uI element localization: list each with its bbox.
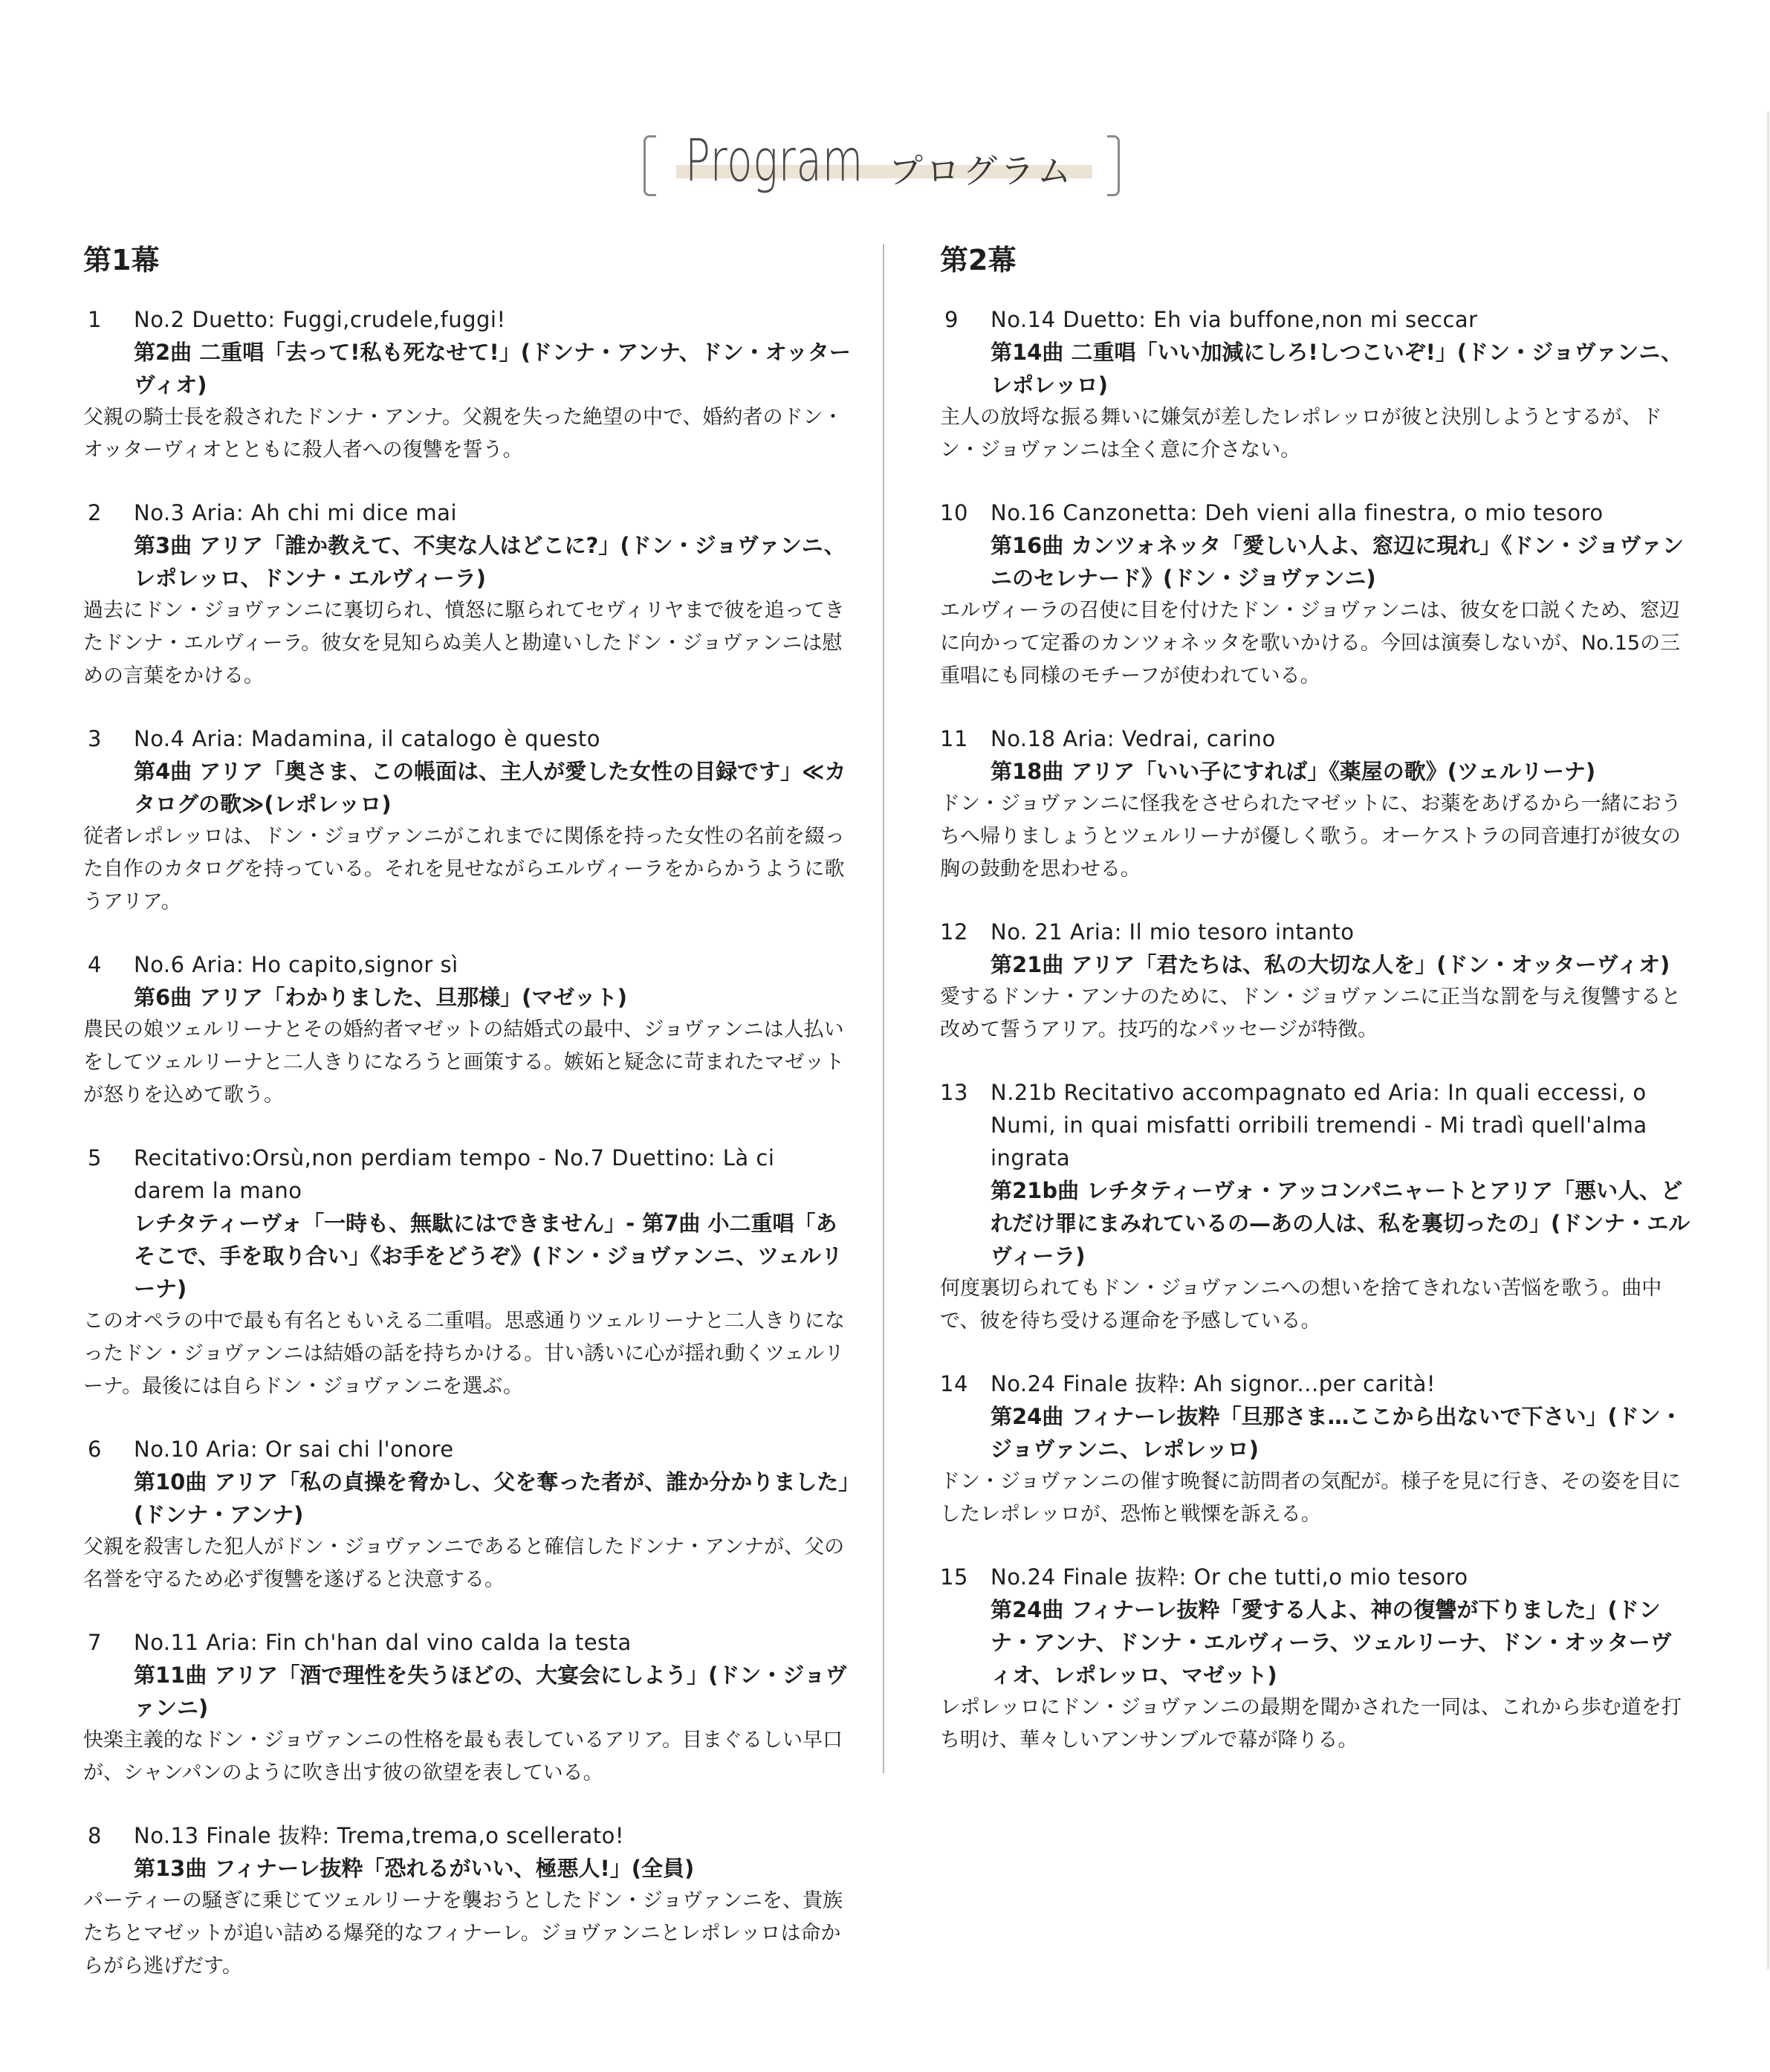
item-title: N.21b Recitativo accompagnato ed Aria: In quali eccessi, o Numi, in quai misfatti orribili tremendi - Mi tradì quell'alma ingrata: [991, 1080, 1647, 1171]
program-item: [940, 1076, 1690, 1338]
program-item: [940, 1561, 1690, 1757]
left-bracket: [644, 135, 656, 196]
item-japanese-title: 第24曲 フィナーレ抜粋「愛する人よ、神の復讐が下りました」(ドンナ・アンナ、ドンナ・エルヴィーラ、ツェルリーナ、ドン・オッターヴィオ、レポレッロ、マゼット): [991, 1597, 1672, 1688]
item-description: ドン・ジョヴァンニの催す晩餐に訪問者の気配が。様子を見に行き、その姿を目にしたレポレッロが、恐怖と戦慄を訴える。: [940, 1470, 1682, 1526]
item-japanese-title: 第10曲 アリア「私の貞操を脅かし、父を奪った者が、誰か分かりました」(ドンナ・アンナ): [134, 1469, 849, 1527]
item-number: 15: [940, 1564, 968, 1590]
item-description: 父親を殺害した犯人がドン・ジョヴァンニであると確信したドンナ・アンナが、父の名誉を守るため必ず復讐を遂げると決意する。: [83, 1535, 845, 1591]
item-spacer: [83, 467, 852, 496]
item-japanese-title: 第4曲 アリア「奥さま、この帳面は、主人が愛した女性の目録です」≪カタログの歌≫(レポレッロ): [134, 759, 846, 817]
act1-title: 第1幕: [83, 244, 160, 276]
act2-column: [940, 238, 1690, 1757]
item-japanese-title: 第6曲 アリア「わかりました、旦那様」(マゼット): [134, 985, 628, 1010]
program-title-en: Program: [685, 128, 864, 195]
item-title: No.3 Aria: Ah chi mi dice mai: [134, 500, 457, 525]
item-title: No.24 Finale 抜粋: Ah signor...per carità!: [991, 1371, 1436, 1396]
item-number: 2: [88, 500, 102, 525]
program-item: [83, 1433, 852, 1596]
item-description: 快楽主義的なドン・ジョヴァンニの性格を最も表しているアリア。目まぐるしい早口が、シャンパンのように吹き出す彼の欲望を表している。: [83, 1729, 843, 1784]
item-number: 11: [940, 726, 968, 751]
program-item: [83, 496, 852, 693]
item-title-row: [83, 1626, 852, 1659]
item-spacer: [83, 1596, 852, 1626]
program-item: [940, 916, 1690, 1046]
item-number: 3: [88, 726, 102, 751]
item-title-row: [83, 948, 852, 981]
program-item: [940, 722, 1690, 886]
program-item: [940, 303, 1690, 467]
item-title-row: [83, 496, 852, 529]
item-spacer: [940, 693, 1690, 722]
item-spacer: [83, 1790, 852, 1819]
item-title: No.18 Aria: Vedrai, carino: [991, 726, 1276, 751]
item-spacer: [83, 1112, 852, 1142]
item-number: 9: [944, 307, 959, 332]
item-title: No.16 Canzonetta: Deh vieni alla finestra, o mio tesoro: [991, 500, 1604, 525]
item-description: このオペラの中で最も有名ともいえる二重唱。思惑通りツェルリーナと二人きりになったドン・ジョヴァンニは結婚の話を持ちかける。甘い誘いに心が揺れ動くツェルリーナ。最後には自らドン・ジョヴァンニを選ぶ。: [83, 1309, 845, 1398]
item-japanese-title: レチタティーヴォ「一時も、無駄にはできません」- 第7曲 小二重唱「あそこで、手を取り合い」《お手をどうぞ》(ドン・ジョヴァンニ、ツェルリーナ): [134, 1211, 843, 1301]
item-title: No.13 Finale 抜粋: Trema,trema,o scellerato!: [134, 1823, 624, 1848]
item-description: ドン・ジョヴァンニに怪我をさせられたマゼットに、お薬をあげるから一緒におうちへ帰りましょうとツェルリーナが優しく歌う。オーケストラの同音連打が彼女の胸の鼓動を思わせる。: [940, 792, 1682, 881]
item-title-row: [940, 916, 1690, 948]
item-description: 過去にドン・ジョヴァンニに裏切られ、憤怒に駆られてセヴィリヤまで彼を追ってきたドンナ・エルヴィーラ。彼女を見知らぬ美人と勘違いしたドン・ジョヴァンニは慰めの言葉をかける。: [83, 599, 845, 687]
item-description: パーティーの騒ぎに乗じてツェルリーナを襲おうとしたドン・ジョヴァンニを、貴族たちとマゼットが追い詰める爆発的なフィナーレ。ジョヴァンニとレポレッロは命からがら逃げだす。: [83, 1889, 843, 1978]
program-item: [940, 1367, 1690, 1531]
item-spacer: [940, 1338, 1690, 1367]
item-spacer: [940, 1046, 1690, 1076]
item-spacer: [940, 1531, 1690, 1561]
item-japanese-title: 第21曲 アリア「君たちは、私の大切な人を」(ドン・オッターヴィオ): [991, 952, 1670, 977]
item-title-row: [940, 722, 1690, 755]
item-title-row: [940, 303, 1690, 336]
item-number: 4: [88, 952, 102, 977]
item-japanese-title: 第14曲 二重唱「いい加減にしろ!しつこいぞ!」(ドン・ジョヴァンニ、レポレッロ): [991, 340, 1683, 398]
item-number: 13: [940, 1080, 968, 1105]
item-title-row: [940, 1076, 1690, 1174]
item-title: No.10 Aria: Or sai chi l'onore: [134, 1437, 454, 1462]
item-description: エルヴィーラの召使に目を付けたドン・ジョヴァンニは、彼女を口説くため、窓辺に向かって定番のカンツォネッタを歌いかける。今回は演奏しないが、No.15の三重唱にも同様のモチーフが使われている。: [940, 599, 1681, 687]
item-title: No.14 Duetto: Eh via buffone,non mi seccar: [991, 307, 1478, 332]
item-title: Recitativo:Orsù,non perdiam tempo - No.7 Duettino: Là ci darem la mano: [134, 1145, 775, 1203]
program-item: [83, 1626, 852, 1790]
item-spacer: [940, 467, 1690, 496]
item-japanese-title: 第3曲 アリア「誰か教えて、不実な人はどこに?」(ドン・ジョヴァンニ、レポレッロ、ドンナ・エルヴィーラ): [134, 533, 846, 591]
act2-title: 第2幕: [940, 244, 1017, 276]
item-title: No.24 Finale 抜粋: Or che tutti,o mio tesoro: [991, 1564, 1468, 1590]
item-number: 5: [88, 1145, 102, 1171]
item-japanese-title: 第2曲 二重唱「去って!私も死なせて!」(ドンナ・アンナ、ドン・オッターヴィオ): [134, 340, 851, 398]
program-item: [83, 722, 852, 919]
program-item: [83, 303, 852, 467]
item-title-row: [940, 496, 1690, 529]
item-description: レポレッロにドン・ジョヴァンニの最期を聞かされた一同は、これから歩む道を打ち明け、華々しいアンサンブルで幕が降りる。: [940, 1696, 1682, 1752]
item-title-row: [83, 722, 852, 755]
item-description: 従者レポレッロは、ドン・ジョヴァンニがこれまでに関係を持った女性の名前を綴った自作のカタログを持っている。それを見せながらエルヴィーラをからかうように歌うアリア。: [83, 825, 845, 913]
program-item: [83, 948, 852, 1112]
item-title: No.2 Duetto: Fuggi,crudele,fuggi!: [134, 307, 506, 332]
item-japanese-title: 第11曲 アリア「酒で理性を失うほどの、大宴会にしよう」(ドン・ジョヴァンニ): [134, 1663, 847, 1720]
item-spacer: [940, 886, 1690, 916]
item-title-row: [83, 1433, 852, 1466]
item-number: 8: [88, 1823, 102, 1848]
item-title: No.11 Aria: Fin ch'han dal vino calda la testa: [134, 1630, 632, 1655]
program-item: [83, 1819, 852, 1983]
item-japanese-title: 第18曲 アリア「いい子にすれば」《薬屋の歌》(ツェルリーナ): [991, 759, 1596, 784]
item-japanese-title: 第24曲 フィナーレ抜粋「旦那さま…ここから出ないで下さい」(ドン・ジョヴァンニ、レポレッロ): [991, 1404, 1682, 1462]
item-japanese-title: 第16曲 カンツォネッタ「愛しい人よ、窓辺に現れ」《ドン・ジョヴァンニのセレナード》(ドン・ジョヴァンニ): [991, 533, 1684, 591]
page-edge-rule: [1767, 111, 1769, 1969]
item-title-row: [940, 1561, 1690, 1593]
item-spacer: [83, 1403, 852, 1433]
item-spacer: [83, 919, 852, 948]
item-number: 12: [940, 919, 968, 945]
item-number: 6: [88, 1437, 102, 1462]
item-description: 愛するドンナ・アンナのために、ドン・ジョヴァンニに正当な罰を与え復讐すると改めて誓うアリア。技巧的なパッセージが特徴。: [940, 985, 1682, 1041]
column-divider: [883, 244, 884, 1773]
item-spacer: [83, 693, 852, 722]
act1-column: [83, 238, 852, 1983]
program-header: [0, 126, 1770, 208]
act1-list: [83, 303, 852, 1983]
program-title-jp: プログラム: [889, 151, 1074, 191]
item-number: 10: [940, 500, 968, 525]
item-title: No. 21 Aria: Il mio tesoro intanto: [991, 919, 1355, 945]
item-japanese-title: 第13曲 フィナーレ抜粋「恐れるがいい、極悪人!」(全員): [134, 1856, 695, 1881]
item-title-row: [83, 1142, 852, 1207]
item-title-row: [940, 1367, 1690, 1400]
program-item: [940, 496, 1690, 693]
item-description: 何度裏切られてもドン・ジョヴァンニへの想いを捨てきれない苦悩を歌う。曲中で、彼を待ち受ける運命を予感している。: [940, 1277, 1662, 1333]
item-description: 父親の騎士長を殺されたドンナ・アンナ。父親を失った絶望の中で、婚約者のドン・オッターヴィオとともに殺人者への復讐を誓う。: [83, 406, 843, 462]
item-description: 主人の放埒な振る舞いに嫌気が差したレポレッロが彼と決別しようとするが、ドン・ジョヴァンニは全く意に介さない。: [940, 406, 1662, 462]
item-title-row: [83, 303, 852, 336]
act2-list: [940, 303, 1690, 1757]
right-bracket: [1107, 135, 1120, 196]
item-title: No.4 Aria: Madamina, il catalogo è questo: [134, 726, 601, 751]
item-number: 14: [940, 1371, 968, 1396]
item-title: No.6 Aria: Ho capito,signor sì: [134, 952, 458, 977]
program-item: [83, 1142, 852, 1403]
item-number: 7: [88, 1630, 102, 1655]
item-title-row: [83, 1819, 852, 1852]
item-description: 農民の娘ツェルリーナとその婚約者マゼットの結婚式の最中、ジョヴァンニは人払いをしてツェルリーナと二人きりになろうと画策する。嫉妬と疑念に苛まれたマゼットが怒りを込めて歌う。: [83, 1018, 845, 1107]
item-japanese-title: 第21b曲 レチタティーヴォ・アッコンパニャートとアリア「悪い人、どれだけ罪にまみれているの—あの人は、私を裏切ったの」(ドンナ・エルヴィーラ): [991, 1178, 1690, 1269]
item-number: 1: [88, 307, 102, 332]
